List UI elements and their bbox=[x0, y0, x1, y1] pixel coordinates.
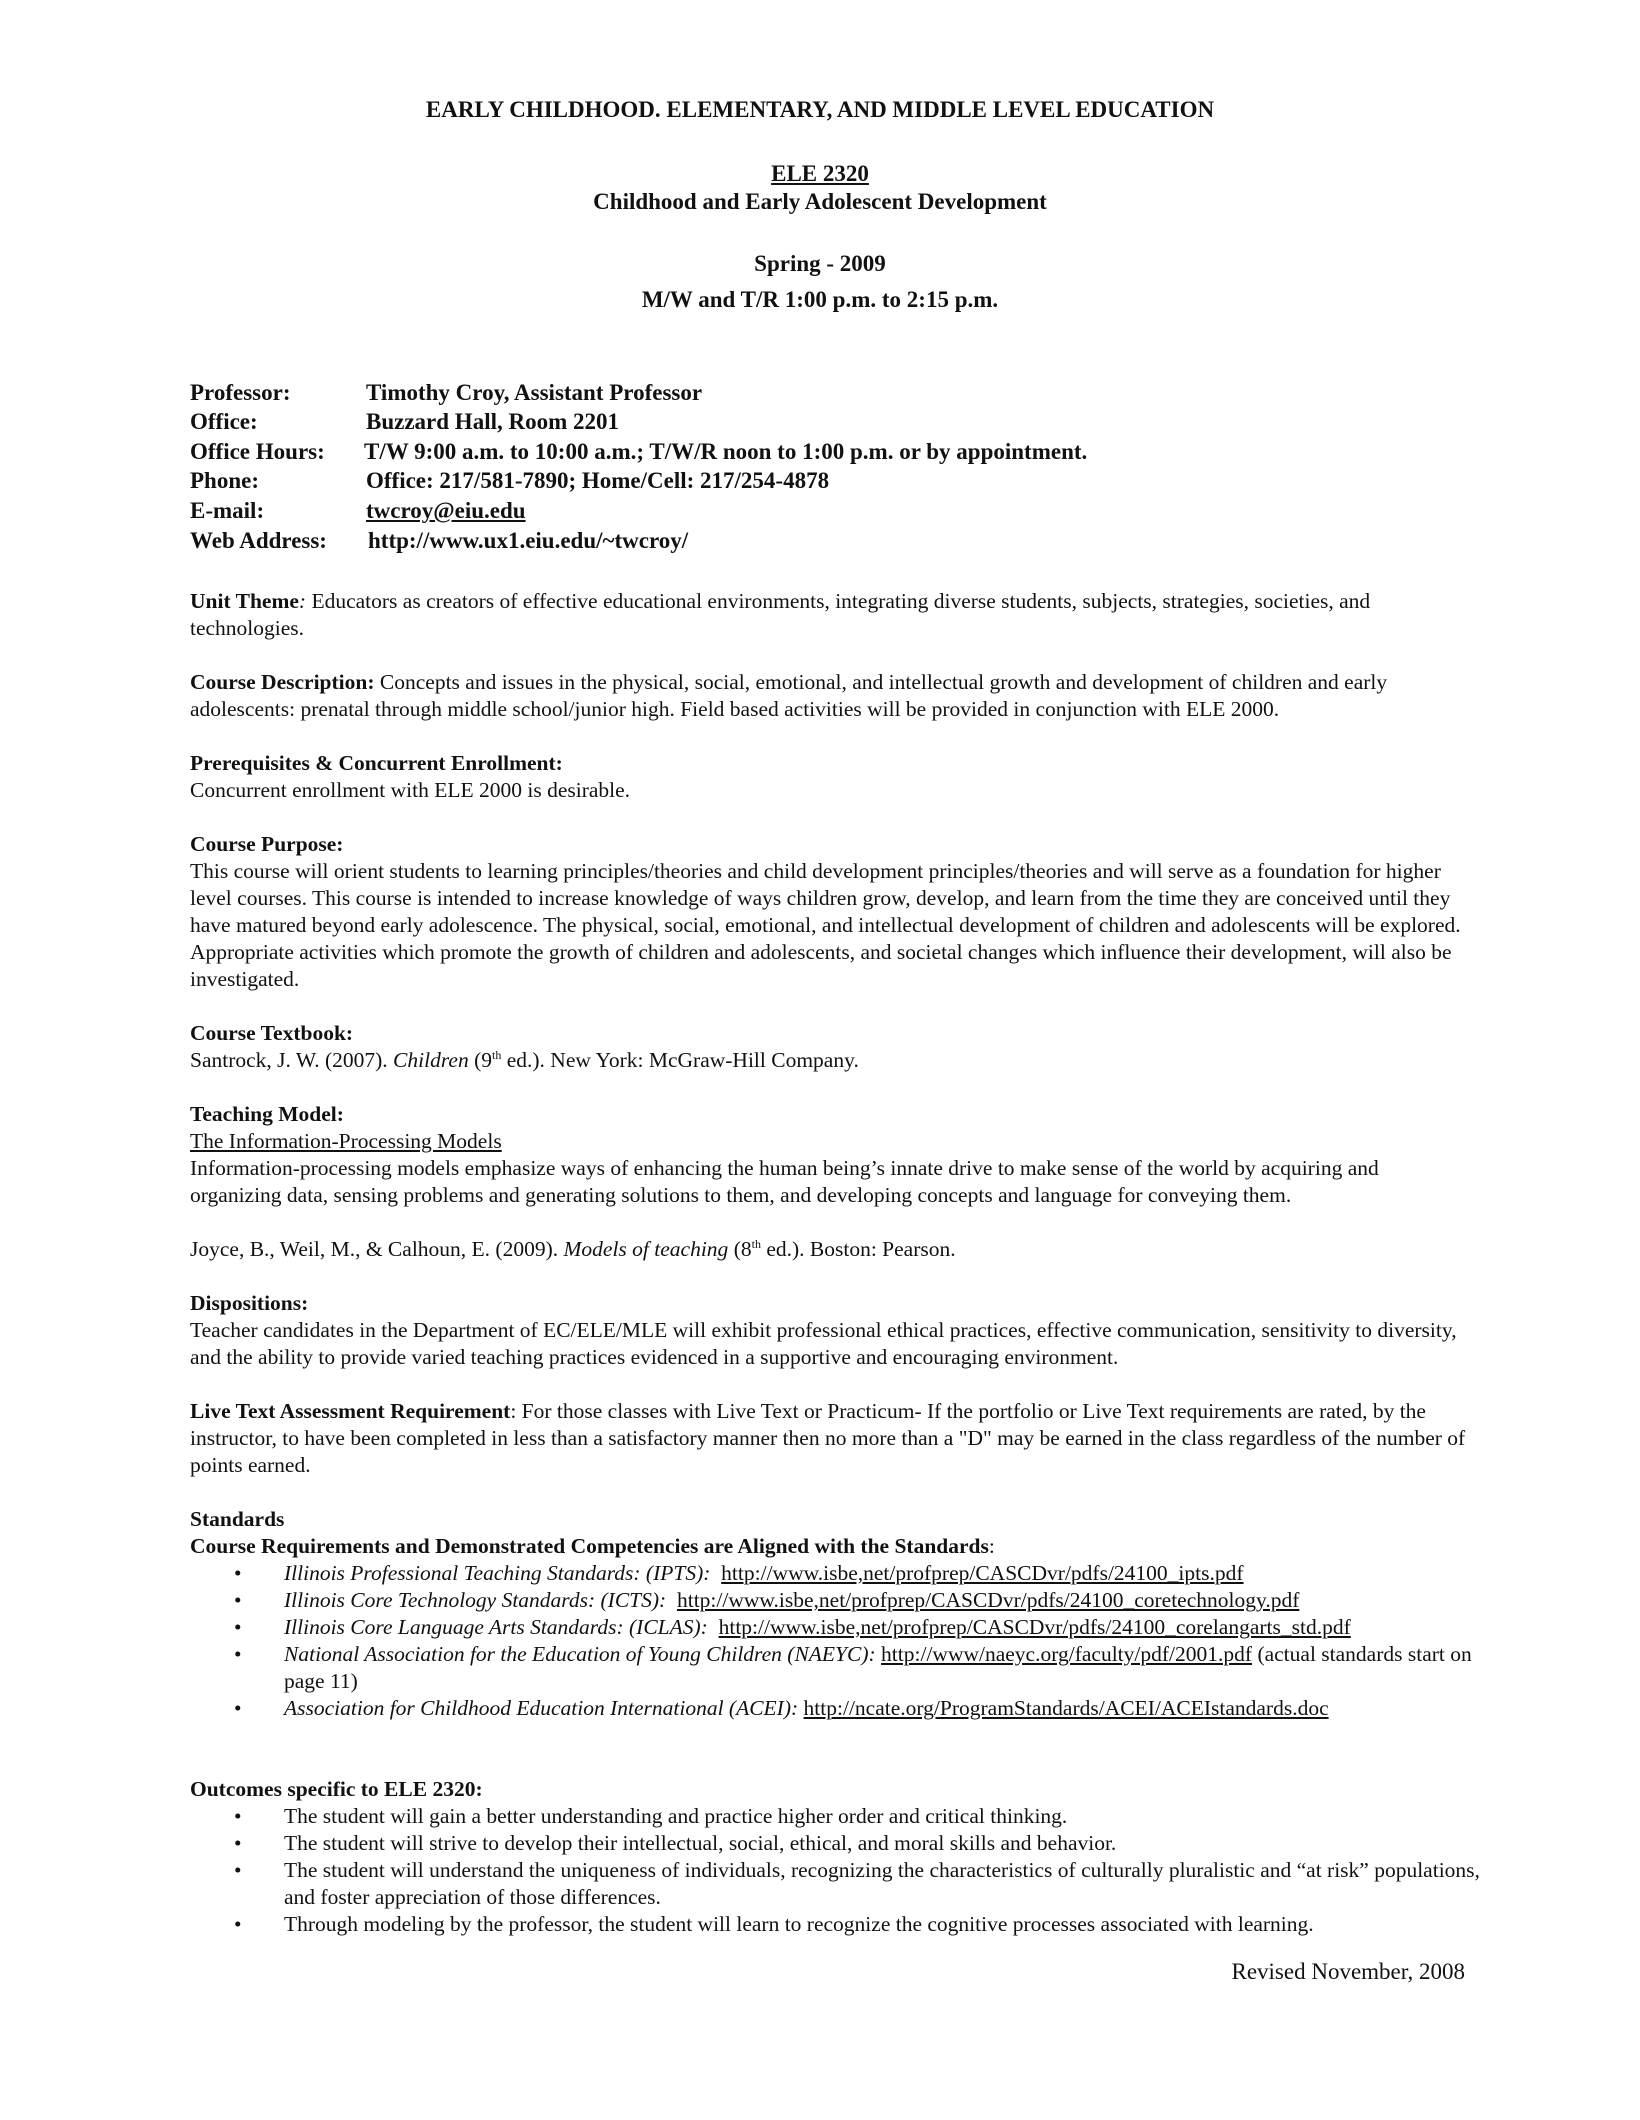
live-text-text: : For those classes with Live Text or Practicum- If the portfolio or Live Text requirements are rated, by the instructor, to have been completed in less than a satisfactory manner then no more than a "D" may be earned in the class regardless of the number of points earned. bbox=[190, 1399, 1466, 1477]
course-description bbox=[190, 669, 1470, 723]
dispositions-heading: Dispositions: bbox=[190, 1291, 309, 1315]
office-hours-value: T/W 9:00 a.m. to 10:00 a.m.; T/W/R noon to 1:00 p.m. or by appointment. bbox=[364, 439, 1088, 464]
revised-date: Revised November, 2008 bbox=[1231, 1959, 1465, 1984]
standards-subheading bbox=[190, 1533, 1470, 1560]
reference-edition: (8 bbox=[728, 1237, 752, 1261]
teaching-model-subheading bbox=[190, 1128, 1470, 1155]
bullet-icon: • bbox=[234, 1561, 242, 1585]
unit-theme-label: Unit Theme bbox=[190, 589, 299, 613]
standard-link[interactable]: http://www.isbe,net/profprep/CASCDvr/pdfs/24100_coretechnology.pdf bbox=[676, 1588, 1300, 1612]
prerequisites-heading: Prerequisites & Concurrent Enrollment: bbox=[190, 751, 563, 775]
outcome-text: The student will understand the uniqueness of individuals, recognizing the characteristics of culturally pluralistic and “at risk” populations, and foster appreciation of those differences. bbox=[284, 1858, 1480, 1909]
textbook-edition-sup: th bbox=[492, 1047, 502, 1062]
list-item bbox=[190, 1695, 1480, 1722]
standards-heading: Standards bbox=[190, 1507, 285, 1531]
teaching-model-reference bbox=[190, 1236, 1470, 1263]
standards-list bbox=[190, 1560, 1480, 1722]
professor-value: Timothy Croy, Assistant Professor bbox=[366, 380, 703, 405]
course-code bbox=[0, 160, 1640, 187]
standard-name: Illinois Professional Teaching Standards: (IPTS): bbox=[284, 1561, 711, 1585]
outcome-text: The student will gain a better understanding and practice higher order and critical thinking. bbox=[284, 1804, 1068, 1828]
course-purpose-text: This course will orient students to learning principles/theories and child development principles/theories and will serve as a foundation for higher level courses. This course is intended to increase knowledge of ways children grow, develop, and learn from the time they are conceived until they have matured beyond early adolescence. The physical, social, emotional, and intellectual development of children and adolescents will be explored. Appropriate activities which promote the growth of children and adolescents, and societal changes which influence their development, will also be investigated. bbox=[190, 859, 1461, 991]
standard-name: Illinois Core Technology Standards: (ICTS): bbox=[284, 1588, 667, 1612]
list-item bbox=[190, 1641, 1480, 1695]
textbook-citation bbox=[190, 1047, 1470, 1074]
standard-link[interactable]: http://ncate.org/ProgramStandards/ACEI/ACEIstandards.doc bbox=[803, 1696, 1329, 1720]
textbook-post: ed.). New York: McGraw-Hill Company. bbox=[501, 1048, 859, 1072]
reference-post: ed.). Boston: Pearson. bbox=[760, 1237, 956, 1261]
phone-label: Phone: bbox=[190, 468, 259, 493]
list-item bbox=[190, 1587, 1480, 1614]
bullet-icon: • bbox=[234, 1804, 242, 1828]
bullet-icon: • bbox=[234, 1858, 242, 1882]
list-item bbox=[190, 1560, 1480, 1587]
teaching-model-heading: Teaching Model: bbox=[190, 1102, 344, 1126]
outcomes-heading: Outcomes specific to ELE 2320: bbox=[190, 1777, 483, 1801]
office-hours-label: Office Hours: bbox=[190, 439, 325, 464]
standard-name: Association for Childhood Education International (ACEI): bbox=[284, 1696, 799, 1720]
email-link[interactable]: twcroy@eiu.edu bbox=[366, 498, 526, 523]
web-label: Web Address: bbox=[190, 528, 327, 553]
list-item bbox=[190, 1857, 1480, 1911]
standard-link[interactable]: http://www.isbe,net/profprep/CASCDvr/pdfs/24100_ipts.pdf bbox=[721, 1561, 1244, 1585]
bullet-icon: • bbox=[234, 1912, 242, 1936]
course-purpose-heading: Course Purpose: bbox=[190, 832, 344, 856]
list-item bbox=[190, 1830, 1480, 1857]
email-label: E-mail: bbox=[190, 498, 265, 523]
list-item bbox=[190, 1911, 1480, 1938]
bullet-icon: • bbox=[234, 1696, 242, 1720]
live-text-label: Live Text Assessment Requirement bbox=[190, 1399, 511, 1423]
textbook-pre: Santrock, J. W. (2007). bbox=[190, 1048, 394, 1072]
unit-theme-text: Educators as creators of effective educational environments, integrating diverse students, subjects, strategies, societies, and technologies. bbox=[190, 589, 1371, 640]
schedule: M/W and T/R 1:00 p.m. to 2:15 p.m. bbox=[641, 287, 999, 312]
bullet-icon: • bbox=[234, 1615, 242, 1639]
teaching-model-subheading-text: The Information-Processing Models bbox=[190, 1129, 502, 1153]
reference-pre: Joyce, B., Weil, M., & Calhoun, E. (2009). bbox=[190, 1237, 564, 1261]
outcome-text: The student will strive to develop their intellectual, social, ethical, and moral skills and behavior. bbox=[284, 1831, 1117, 1855]
course-description-label: Course Description: bbox=[190, 670, 375, 694]
textbook-title: Children bbox=[393, 1048, 469, 1072]
standard-name: Illinois Core Language Arts Standards: (ICLAS): bbox=[284, 1615, 708, 1639]
course-title: Childhood and Early Adolescent Development bbox=[593, 189, 1047, 214]
textbook-heading: Course Textbook: bbox=[190, 1021, 354, 1045]
professor-label: Professor: bbox=[190, 380, 291, 405]
standard-link[interactable]: http://www.isbe,net/profprep/CASCDvr/pdfs/24100_corelangarts_std.pdf bbox=[718, 1615, 1351, 1639]
standard-note: (actual standards start on page 11) bbox=[284, 1642, 1472, 1693]
list-item bbox=[190, 1614, 1480, 1641]
live-text-requirement bbox=[190, 1398, 1470, 1479]
standard-name: National Association for the Education of Young Children (NAEYC): bbox=[284, 1642, 876, 1666]
office-value: Buzzard Hall, Room 2201 bbox=[366, 409, 619, 434]
textbook-edition: (9 bbox=[468, 1048, 492, 1072]
unit-theme bbox=[190, 588, 1470, 642]
term: Spring - 2009 bbox=[754, 251, 886, 276]
bullet-icon: • bbox=[234, 1588, 242, 1612]
prerequisites-text: Concurrent enrollment with ELE 2000 is desirable. bbox=[190, 778, 631, 802]
outcome-text: Through modeling by the professor, the student will learn to recognize the cognitive processes associated with learning. bbox=[284, 1912, 1314, 1936]
teaching-model-text: Information-processing models emphasize ways of enhancing the human being’s innate drive to make sense of the world by acquiring and organizing data, sensing problems and generating solutions to them, and developing concepts and language for conveying them. bbox=[190, 1156, 1379, 1207]
bullet-icon: • bbox=[234, 1831, 242, 1855]
standard-link[interactable]: http://www/naeyc.org/faculty/pdf/2001.pdf bbox=[881, 1642, 1253, 1666]
bullet-icon: • bbox=[234, 1642, 242, 1666]
standards-subheading-text: Course Requirements and Demonstrated Competencies are Aligned with the Standards bbox=[190, 1534, 989, 1558]
web-link[interactable]: http://www.ux1.eiu.edu/~twcroy/ bbox=[368, 528, 689, 553]
office-label: Office: bbox=[190, 409, 258, 434]
dispositions-text: Teacher candidates in the Department of EC/ELE/MLE will exhibit professional ethical practices, effective communication, sensitivity to diversity, and the ability to provide varied teaching practices evidenced in a supportive and encouraging environment. bbox=[190, 1318, 1457, 1369]
reference-edition-sup: th bbox=[751, 1236, 761, 1251]
list-item bbox=[190, 1803, 1480, 1830]
phone-value: Office: 217/581-7890; Home/Cell: 217/254-4878 bbox=[366, 468, 830, 493]
outcomes-list bbox=[190, 1803, 1480, 1938]
course-description-text: Concepts and issues in the physical, social, emotional, and intellectual growth and development of children and early adolescents: prenatal through middle school/junior high. Field based activities will be provided in conjunction with ELE 2000. bbox=[190, 670, 1388, 721]
reference-title: Models of teaching bbox=[563, 1237, 729, 1261]
course-code-text: ELE 2320 bbox=[771, 161, 869, 186]
standards-subheading-colon: : bbox=[988, 1534, 995, 1558]
unit-theme-colon: : bbox=[298, 589, 307, 613]
department-title: EARLY CHILDHOOD. ELEMENTARY, AND MIDDLE LEVEL EDUCATION bbox=[425, 97, 1215, 122]
